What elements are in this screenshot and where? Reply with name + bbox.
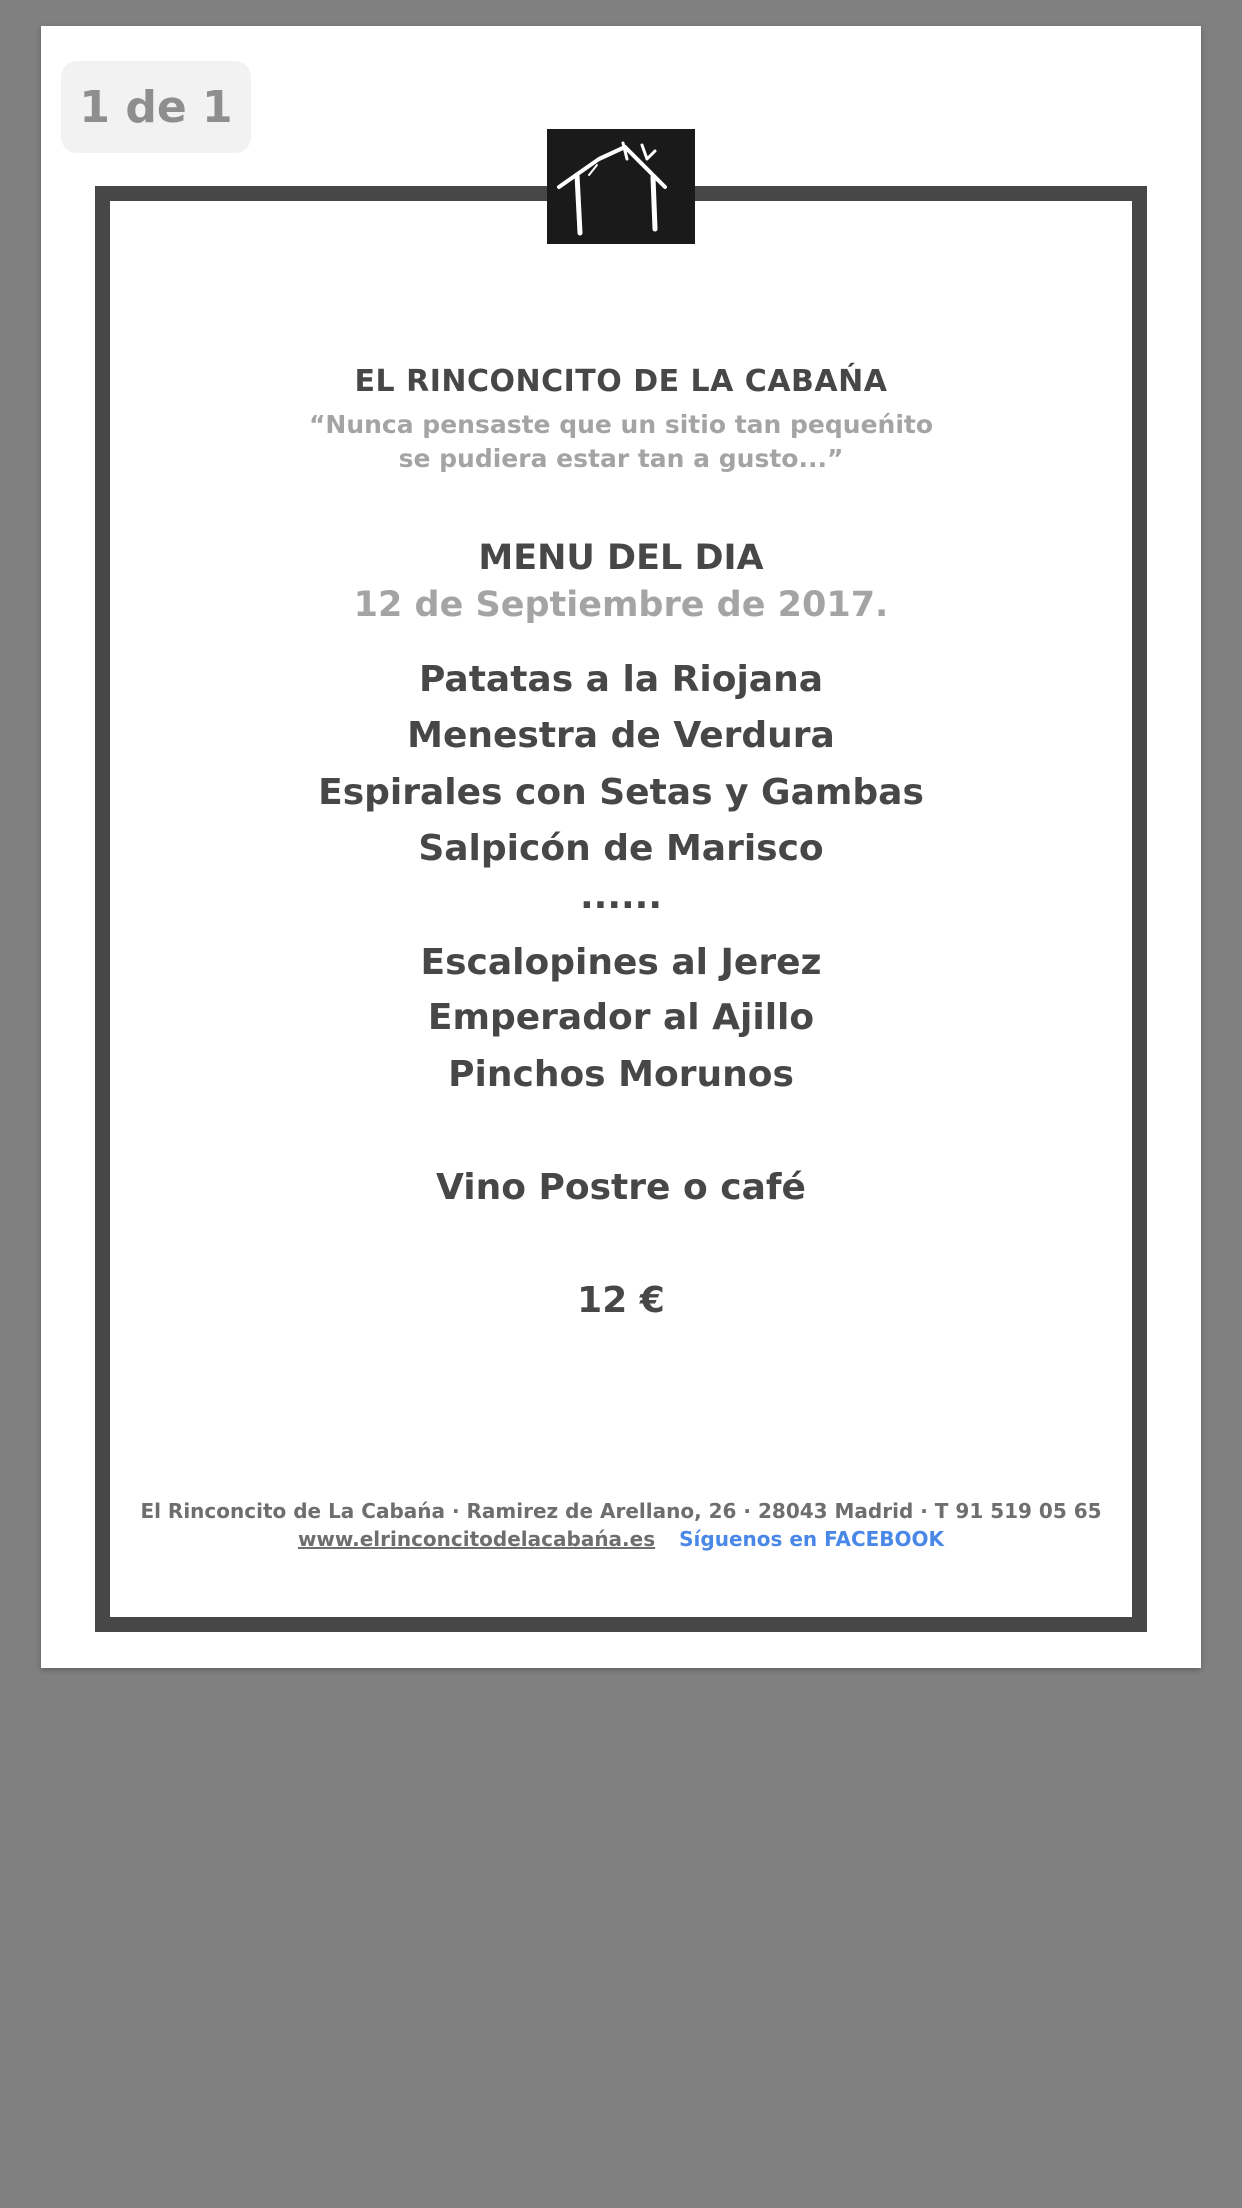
website-link[interactable]: www.elrinconcitodelacabańa.es [297, 1527, 656, 1551]
dish-item: Menestra de Verdura [407, 715, 835, 756]
menu-price: 12 € [577, 1280, 665, 1321]
facebook-link[interactable]: Síguenos en FACEBOOK [679, 1527, 945, 1551]
dish-item: Emperador al Ajillo [427, 997, 815, 1038]
logo [547, 129, 695, 244]
footer-links [95, 1527, 1147, 1551]
page-indicator: 1 de 1 [61, 61, 251, 153]
dish-item: Escalopines al Jerez [420, 942, 822, 983]
dish-item: Patatas a la Riojana [418, 659, 823, 700]
dish-item: Salpicón de Marisco [418, 828, 824, 869]
footer-address: El Rinconcito de La Cabańa · Ramirez de Arellano, 26 · 28043 Madrid · T 91 519 05 65 [140, 1499, 1102, 1523]
menu-title: MENU DEL DIA [478, 538, 764, 578]
slogan-line-2: se pudiera estar tan a gusto...” [398, 444, 844, 473]
dish-item: Pinchos Morunos [448, 1054, 794, 1095]
dish-separator: ...... [579, 876, 663, 917]
menu-date: 12 de Septiembre de 2017. [353, 585, 889, 625]
restaurant-name: EL RINCONCITO DE LA CABAŃA [354, 364, 888, 399]
dish-item: Espirales con Setas y Gambas [318, 772, 924, 813]
slogan-line-1: “Nunca pensaste que un sitio tan pequeńito [308, 410, 934, 439]
menu-includes: Vino Postre o café [436, 1167, 806, 1208]
house-icon [547, 129, 695, 244]
